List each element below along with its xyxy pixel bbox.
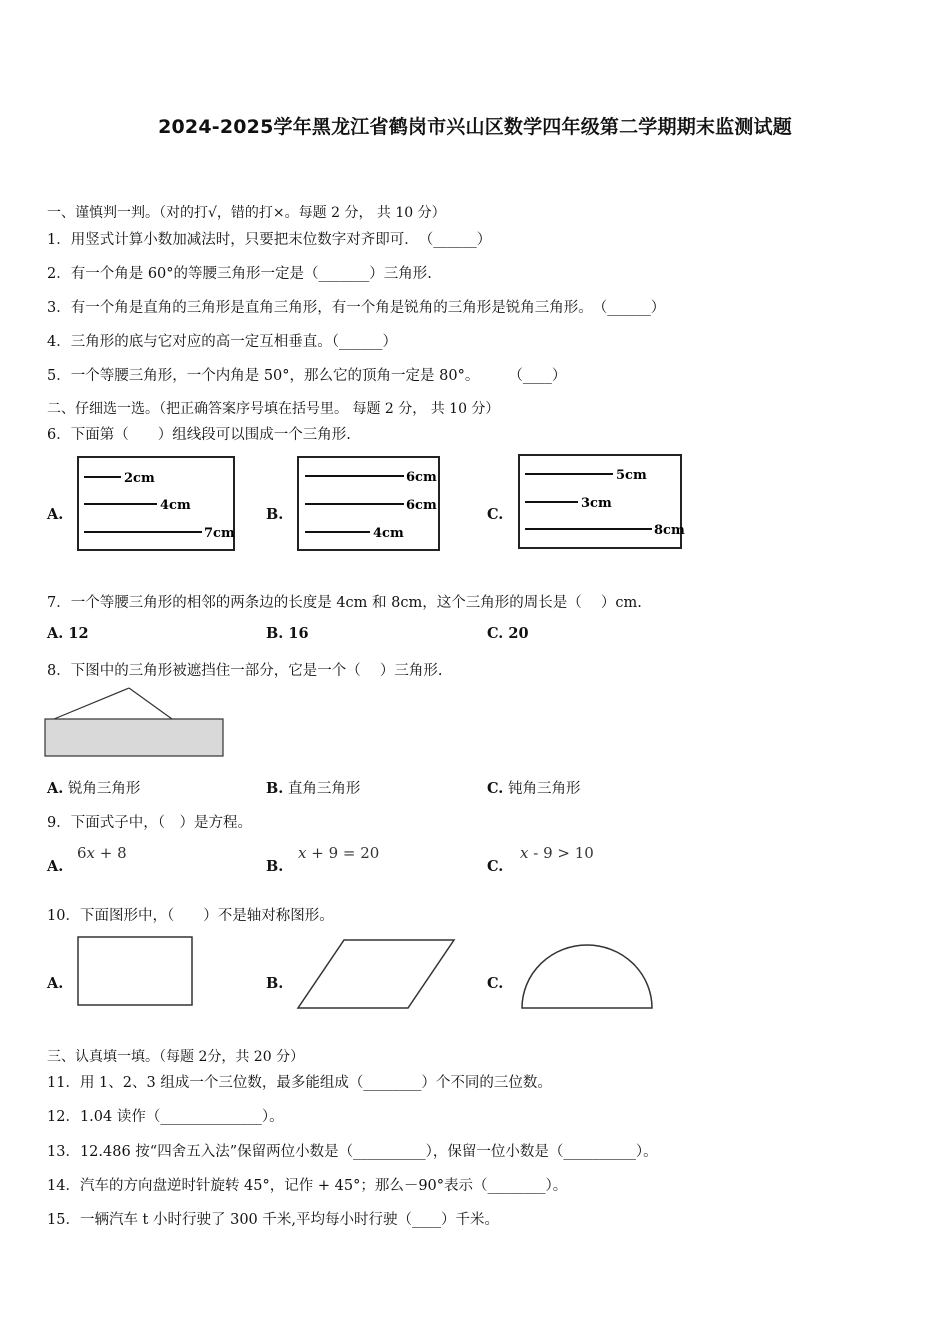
- q10-parallelogram-figure: [296, 938, 458, 1010]
- q9-option-c-label: C.: [487, 858, 504, 875]
- section-2-heading: 二、仔细选一选。（把正确答案序号填在括号里。 每题 2 分， 共 10 分）: [47, 401, 500, 417]
- section-3-heading: 三、认真填一填。（每题 2分，共 20 分）: [47, 1049, 305, 1065]
- question-4: 4．三角形的底与它对应的高一定互相垂直。（______）: [47, 334, 397, 350]
- q6-b-seg2: 6cm: [406, 498, 437, 513]
- question-11: 11．用 1、2、3 组成一个三位数，最多能组成（________）个不同的三位数。: [47, 1075, 552, 1091]
- q10-option-a-label: A.: [47, 975, 64, 992]
- question-3: 3．有一个角是直角的三角形是直角三角形，有一个角是锐角的三角形是锐角三角形。 （______）: [47, 300, 666, 316]
- q7-option-b: B. 16: [266, 625, 309, 642]
- q6-b-seg3: 4cm: [373, 526, 404, 541]
- question-12: 12．1.04 读作（______________）。: [47, 1109, 284, 1125]
- q6-figure-c: [518, 454, 685, 550]
- question-15: 15．一辆汽车 t 小时行驶了 300 千米,平均每小时行驶（____）千米。: [47, 1212, 499, 1228]
- question-7: 7．一个等腰三角形的相邻的两条边的长度是 4cm 和 8cm，这个三角形的周长是（ ）cm.: [47, 595, 642, 611]
- q6-a-seg3: 7cm: [204, 526, 235, 541]
- q9-expression-c: x - 9 > 10: [520, 844, 594, 862]
- q10-option-b-label: B.: [266, 975, 284, 992]
- question-8: 8．下图中的三角形被遮挡住一部分，它是一个（ ）三角形.: [47, 663, 443, 679]
- q6-c-seg2: 3cm: [581, 496, 612, 511]
- question-10: 10．下面图形中，（ ）不是轴对称图形。: [47, 908, 334, 924]
- q9-expression-b: x + 9 = 20: [298, 844, 380, 862]
- section-1-heading: 一、谨慎判一判。（对的打√，错的打×。每题 2 分， 共 10 分）: [47, 205, 446, 221]
- q8-hidden-triangle-figure: [44, 686, 226, 760]
- q9-option-b-label: B.: [266, 858, 284, 875]
- q6-a-seg1: 2cm: [124, 471, 155, 486]
- q8-option-c: C. 钝角三角形: [487, 780, 581, 797]
- question-9: 9．下面式子中，（ ）是方程。: [47, 815, 252, 831]
- q6-option-c-label: C.: [487, 506, 504, 523]
- page-title: 2024-2025学年黑龙江省鹤岗市兴山区数学四年级第二学期期末监测试题: [158, 116, 792, 138]
- question-14: 14．汽车的方向盘逆时针旋转 45°，记作 + 45°；那么－90°表示（________）。: [47, 1178, 568, 1194]
- q7-option-c: C. 20: [487, 625, 529, 642]
- q9-expression-a: 6x + 8: [77, 844, 127, 862]
- q10-option-c-label: C.: [487, 975, 504, 992]
- q6-figure-b: [297, 456, 442, 552]
- q6-a-seg2: 4cm: [160, 498, 191, 513]
- q10-semicircle-figure: [519, 942, 655, 1012]
- q6-figure-a: [77, 456, 237, 552]
- q9-option-a-label: A.: [47, 858, 64, 875]
- q7-option-a: A. 12: [47, 625, 89, 642]
- q6-c-seg3: 8cm: [654, 523, 685, 538]
- question-6: 6．下面第（ ）组线段可以围成一个三角形.: [47, 427, 351, 443]
- q6-option-a-label: A.: [47, 506, 64, 523]
- q10-rectangle-figure: [77, 936, 195, 1008]
- question-5: 5．一个等腰三角形，一个内角是 50°，那么它的顶角一定是 80°。 （____）: [47, 368, 567, 384]
- q8-option-b: B. 直角三角形: [266, 780, 361, 797]
- q6-b-seg1: 6cm: [406, 470, 437, 485]
- question-2: 2．有一个角是 60°的等腰三角形一定是（_______）三角形.: [47, 266, 432, 282]
- q6-c-seg1: 5cm: [616, 468, 647, 483]
- q6-option-b-label: B.: [266, 506, 284, 523]
- q8-option-a: A. 锐角三角形: [47, 780, 141, 797]
- question-13: 13．12.486 按“四舍五入法”保留两位小数是（__________），保留一位小数是（__________）。: [47, 1144, 658, 1160]
- question-1: 1．用竖式计算小数加减法时，只要把末位数字对齐即可． （______）: [47, 232, 492, 248]
